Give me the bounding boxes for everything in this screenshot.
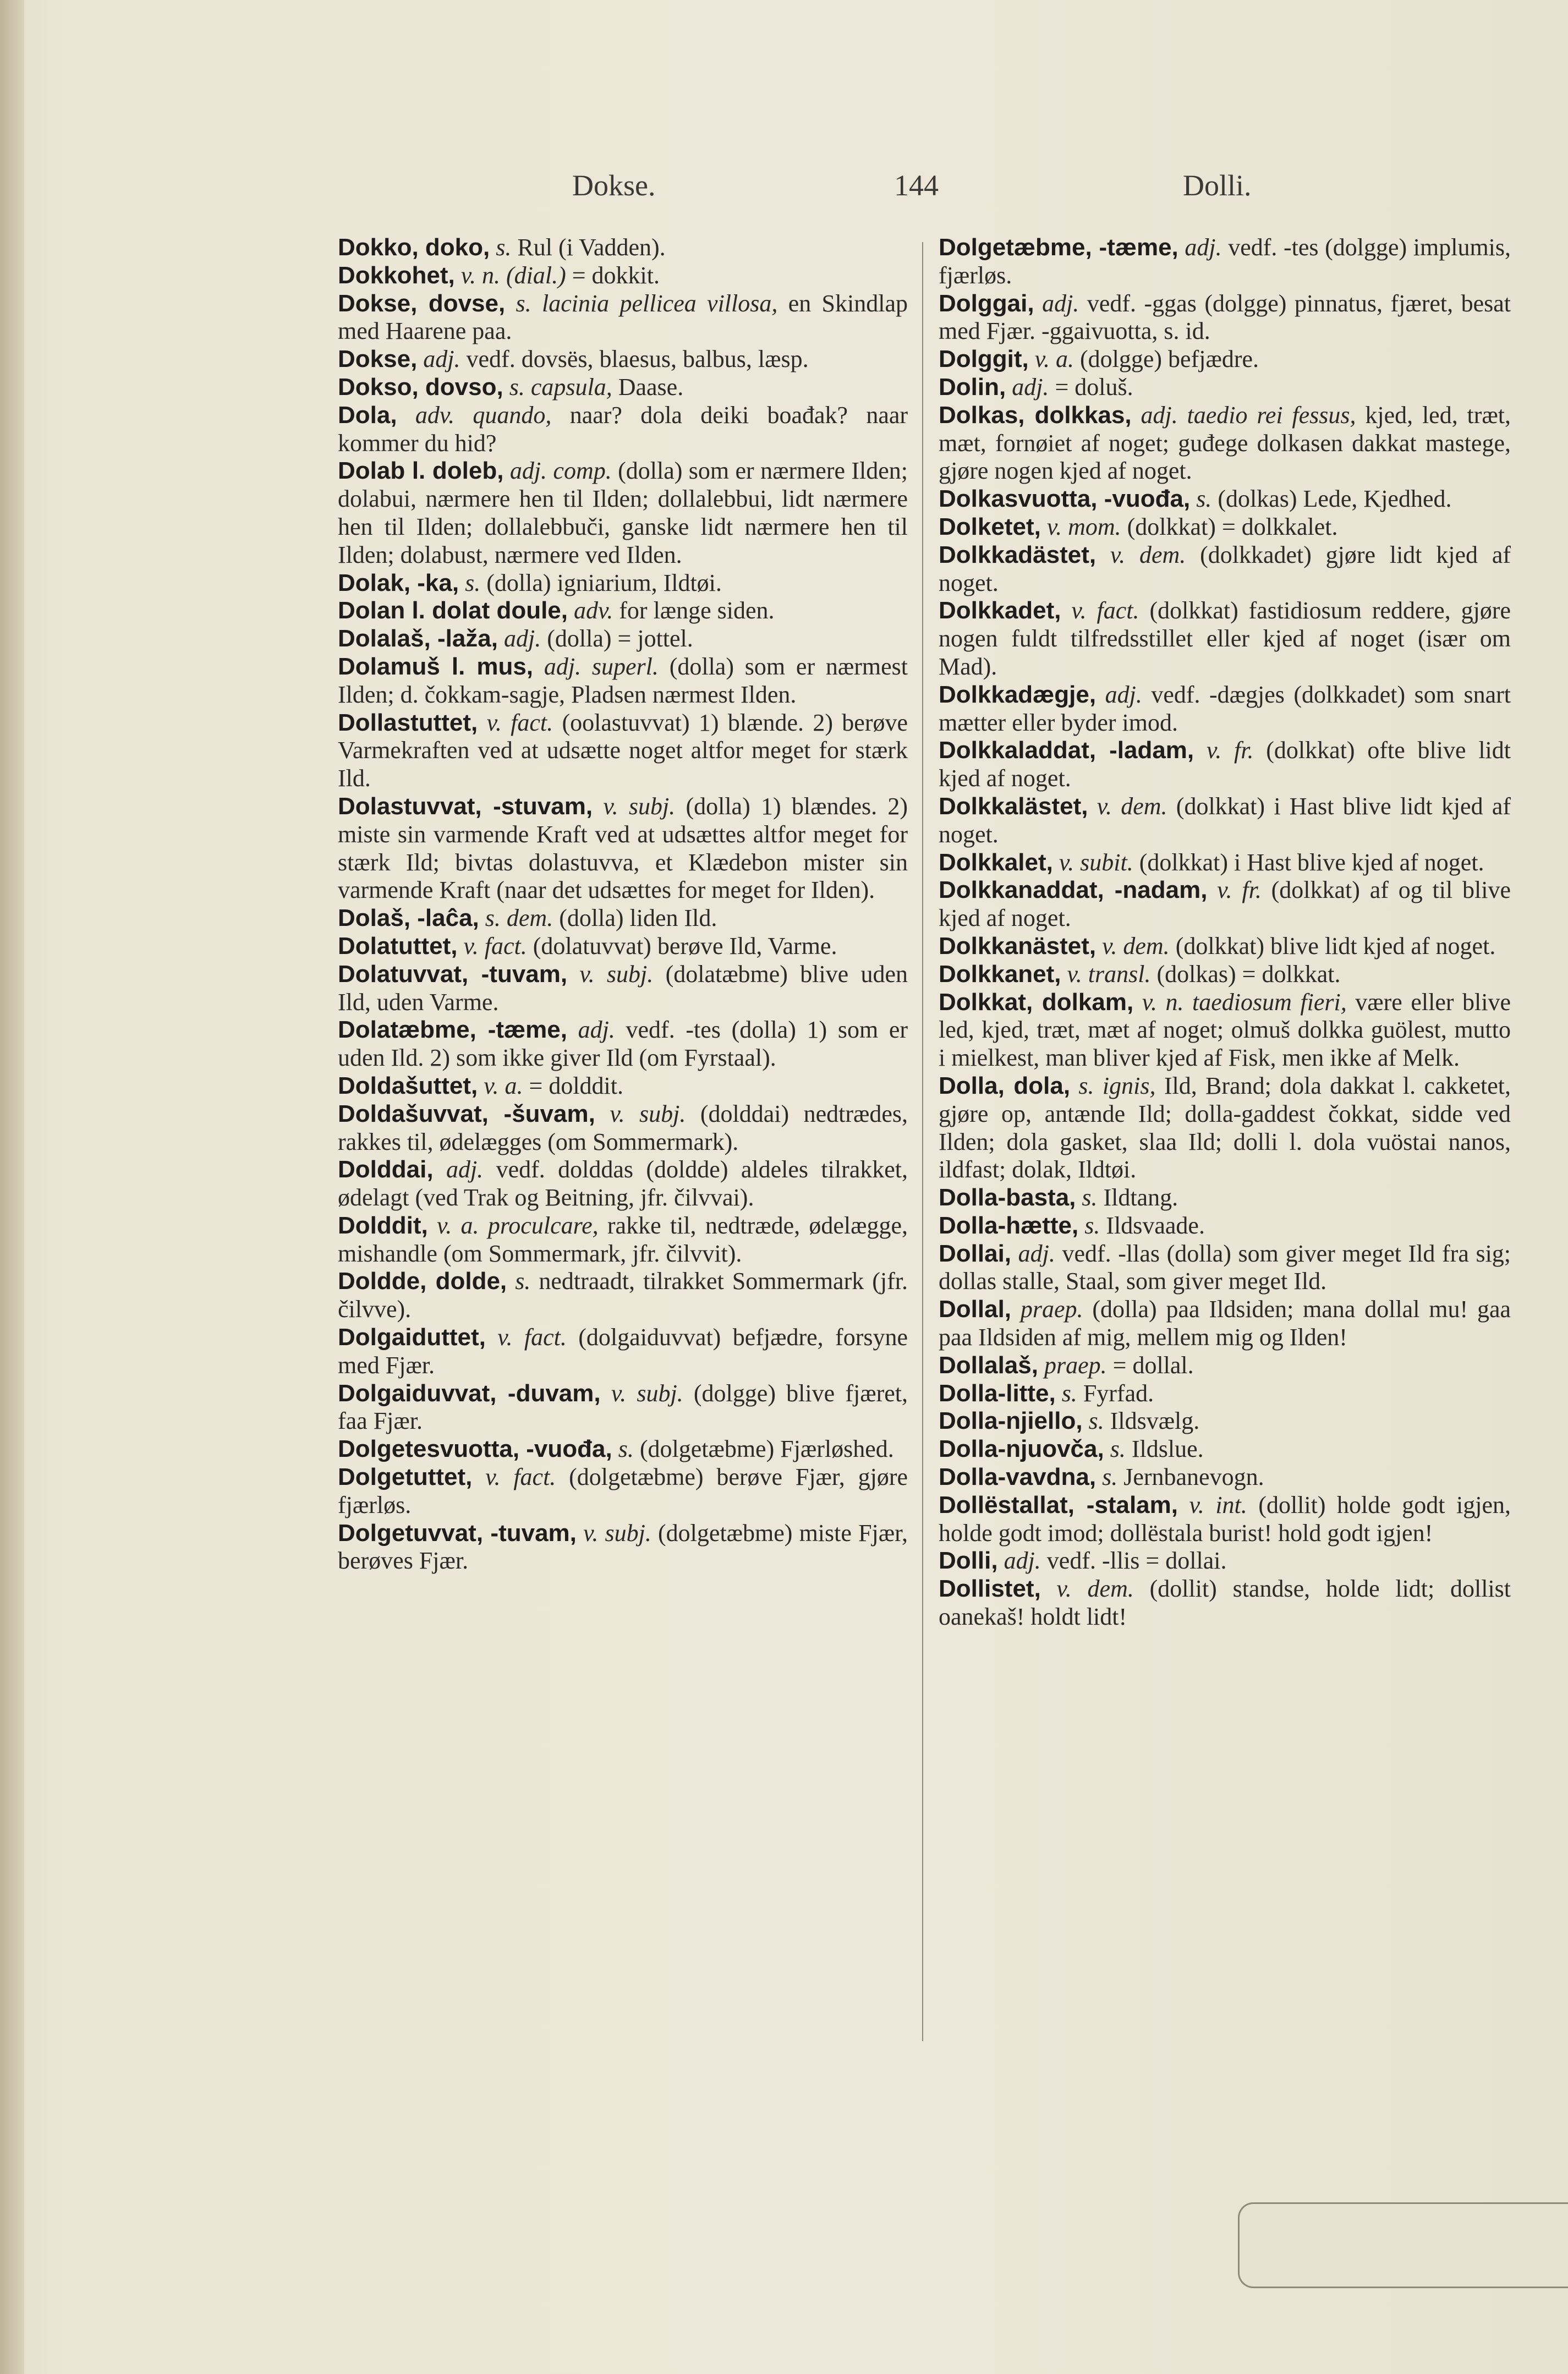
entry-grammar: adj. <box>578 1016 615 1044</box>
entry-definition: vedf. -tes (dolgge) implumis, fjærløs. <box>939 234 1511 289</box>
entry-definition: (dollit) standse, holde lidt; dollist oanekaš! holdt lidt! <box>939 1575 1511 1631</box>
entry-grammar: v. n. (dial.) <box>460 261 566 289</box>
entry-grammar: adj. comp. <box>509 457 612 485</box>
dictionary-entry <box>338 1435 908 1463</box>
entry-headword: Dolkasvuotta, -vuođa, <box>939 485 1191 513</box>
entry-headword: Dola, <box>338 401 397 429</box>
binding-edge <box>0 0 24 2374</box>
entry-definition: (dolkkat) ofte blive lidt kjed af noget. <box>939 737 1511 792</box>
entry-headword: Dollalaš, <box>939 1351 1038 1379</box>
dictionary-entry <box>338 1520 908 1576</box>
entry-grammar: v. a. <box>1034 346 1074 373</box>
entry-grammar: v. subit. <box>1059 848 1133 876</box>
entry-headword: Dolatuvvat, -tuvam, <box>338 960 568 988</box>
entry-headword: Dolkkadästet, <box>939 541 1096 568</box>
entry-grammar: v. fact. <box>485 1463 556 1491</box>
entry-definition: naar? dola deiki boađak? naar kommer du hid? <box>338 401 908 457</box>
entry-definition: (dolgetæbme) Fjærløshed. <box>639 1435 894 1463</box>
entry-headword: Dolatuttet, <box>338 932 458 960</box>
entry-headword: Dolkkadet, <box>939 597 1061 624</box>
entry-grammar: v. fact. <box>486 709 553 736</box>
entry-headword: Dollai, <box>939 1240 1012 1267</box>
entry-headword: Dolamuš l. mus, <box>338 653 534 680</box>
entry-grammar: v. dem. <box>1056 1575 1134 1603</box>
dictionary-entry <box>338 1268 908 1324</box>
entry-definition: rakke til, nedtræde, ødelægge, mishandle (om Sommermark, jfr. čilvvit). <box>338 1211 908 1267</box>
entry-definition: vedf. -llas (dolla) som giver meget Ild fra sig; dollas stalle, Staal, som giver meget Ild. <box>939 1240 1511 1295</box>
entry-grammar: v. transl. <box>1067 960 1151 988</box>
entry-grammar: s. <box>1082 1184 1098 1211</box>
dictionary-entry <box>939 1240 1511 1296</box>
entry-headword: Dolgaiduvvat, -duvam, <box>338 1379 601 1407</box>
entry-grammar: v. subj. <box>610 1100 686 1127</box>
entry-definition: (dolgetæbme) berøve Fjær, gjøre fjærløs. <box>338 1463 908 1518</box>
dictionary-entry <box>939 737 1511 793</box>
entry-grammar: adj. <box>1018 1240 1055 1267</box>
entry-grammar: praep. <box>1020 1296 1083 1323</box>
entry-definition: være eller blive led, kjed, træt, mæt af noget; olmuš dolkka guölest, mutto i mielkest, man bliver kjed af Fisk, men ikke af Melk. <box>939 988 1511 1072</box>
entry-definition: vedf. dolddas (doldde) aldeles tilrakket, ødelagt (ved Trak og Beitning, jfr. čilvvai). <box>338 1156 908 1211</box>
dictionary-entry <box>939 1435 1511 1463</box>
entry-definition: vedf. -ggas (dolgge) pinnatus, fjæret, besat med Fjær. -ggaivuotta, s. id. <box>939 289 1511 345</box>
entry-grammar: adj. <box>1004 1547 1041 1575</box>
entry-grammar: adj. <box>1042 289 1079 317</box>
entry-grammar: v. dem. <box>1102 932 1170 960</box>
dictionary-entry <box>939 1463 1511 1492</box>
entry-headword: Dolkkat, dolkam, <box>939 988 1134 1016</box>
entry-headword: Dolkkadægje, <box>939 681 1096 708</box>
dictionary-entry <box>939 513 1511 541</box>
dictionary-entry <box>939 402 1511 485</box>
dictionary-entry <box>939 541 1511 597</box>
dictionary-entry <box>939 793 1511 849</box>
entry-grammar: s. ignis, <box>1078 1072 1156 1099</box>
entry-headword: Dolalaš, -laža, <box>338 625 498 653</box>
entry-grammar: v. mom. <box>1046 513 1121 540</box>
entry-definition: vedf. dovsës, blaesus, balbus, læsp. <box>466 346 809 373</box>
dictionary-entry <box>939 1212 1511 1240</box>
entry-grammar: s. <box>515 1268 531 1295</box>
entry-grammar: v. fr. <box>1217 876 1262 904</box>
entry-definition: kjed, led, træt, mæt, fornøiet af noget; guđege dolkasen dakkat mastege, gjøre nogen kjed af noget. <box>939 401 1511 485</box>
entry-definition: = dolddit. <box>529 1072 623 1099</box>
right-column <box>939 234 1511 1631</box>
entry-definition: (dolkkat) blive lidt kjed af noget. <box>1175 932 1496 960</box>
entry-grammar: s. <box>1102 1463 1118 1491</box>
dictionary-entry <box>338 1324 908 1380</box>
entry-definition: vedf. -llis = dollai. <box>1046 1547 1227 1575</box>
entry-headword: Dollal, <box>939 1296 1012 1323</box>
entry-definition: (dolgge) blive fjæret, faa Fjær. <box>338 1379 908 1435</box>
entry-grammar: adj. taedio rei fessus, <box>1141 401 1356 429</box>
entry-headword: Dolaš, -laĉa, <box>338 904 479 932</box>
entry-definition: (dolkkadet) gjøre lidt kjed af noget. <box>939 541 1511 596</box>
library-label-sticker <box>1238 2202 1568 2288</box>
entry-definition: Jernbanevogn. <box>1123 1463 1264 1491</box>
dictionary-entry <box>939 346 1511 374</box>
entry-grammar: adj. <box>504 625 541 653</box>
dictionary-entry <box>939 961 1511 989</box>
entry-definition: en Skindlap med Haarene paa. <box>338 289 908 345</box>
entry-definition: vedf. -dægjes (dolkkadet) som snart mætter eller byder imod. <box>939 681 1511 736</box>
entry-headword: Dolla-litte, <box>939 1379 1056 1407</box>
dictionary-entry <box>338 1100 908 1156</box>
entry-definition: (dolgge) befjædre. <box>1080 346 1259 373</box>
dictionary-entry <box>939 1380 1511 1408</box>
entry-headword: Dokse, dovse, <box>338 289 506 317</box>
entry-definition: Daase. <box>618 373 684 401</box>
entry-headword: Dolgaiduttet, <box>338 1324 486 1351</box>
entry-definition: (dolla) som er nærmest Ilden; d. čokkam-sagje, Pladsen nærmest Ilden. <box>338 653 908 708</box>
entry-grammar: v. subj. <box>583 1519 651 1547</box>
entry-headword: Doldašuvvat, -šuvam, <box>338 1100 595 1127</box>
entry-definition: (dolla) paa Ildsiden; mana dollal mu! gaa paa Ildsiden af mig, mellem mig og Ilden! <box>939 1296 1511 1351</box>
dictionary-entry <box>939 989 1511 1072</box>
entry-headword: Dolla-njuovča, <box>939 1435 1104 1463</box>
dictionary-entry <box>338 597 908 625</box>
entry-headword: Doldašuttet, <box>338 1072 478 1099</box>
entry-definition: (dolla) liden Ild. <box>559 904 717 932</box>
entry-definition: Fyrfad. <box>1083 1379 1154 1407</box>
entry-headword: Dolddit, <box>338 1211 428 1239</box>
entry-definition: (dolla) 1) blændes. 2) miste sin varmende Kraft ved at udsættes altfor meget for stærk Ild; bivtas dolastuvva, et Klædebon mister sin varmende Kraft (naar det udsættes for meget for Ilden). <box>338 792 908 904</box>
entry-definition: (dolla) = jottel. <box>547 625 693 653</box>
entry-definition: Ildsvælg. <box>1110 1407 1200 1435</box>
entry-grammar: s. <box>1084 1211 1100 1239</box>
entry-headword: Dolkkanästet, <box>939 932 1096 960</box>
entry-definition: (dolgaiduvvat) befjædre, forsyne med Fjær. <box>338 1324 908 1379</box>
entry-grammar: praep. <box>1044 1351 1107 1379</box>
dictionary-entry <box>939 1352 1511 1380</box>
entry-headword: Dolkkaladdat, -ladam, <box>939 737 1194 764</box>
entry-headword: Dollëstallat, -stalam, <box>939 1491 1178 1518</box>
entry-headword: Dolgetuvvat, -tuvam, <box>338 1519 577 1547</box>
entry-definition: (dolatæbme) blive uden Ild, uden Varme. <box>338 960 908 1016</box>
dictionary-entry <box>939 290 1511 346</box>
dictionary-entry <box>338 1380 908 1436</box>
dictionary-entry <box>939 1072 1511 1184</box>
dictionary-entry <box>939 1575 1511 1631</box>
dictionary-entry <box>939 597 1511 681</box>
dictionary-entry <box>338 1463 908 1520</box>
entry-definition: = dokkit. <box>572 261 660 289</box>
entry-headword: Dolla-vavdna, <box>939 1463 1096 1491</box>
dictionary-entry <box>939 849 1511 877</box>
dictionary-entry <box>338 290 908 346</box>
dictionary-entry <box>338 625 908 653</box>
entry-headword: Dolla-njiello, <box>939 1407 1083 1435</box>
entry-definition: (dolkkat) af og til blive kjed af noget. <box>939 876 1511 932</box>
entry-headword: Dolla-basta, <box>939 1184 1076 1211</box>
entry-headword: Dokse, <box>338 346 418 373</box>
entry-headword: Dolggit, <box>939 346 1029 373</box>
entry-grammar: s. <box>1110 1435 1126 1463</box>
entry-grammar: v. fact. <box>1071 597 1139 624</box>
entry-headword: Dolla, dola, <box>939 1072 1071 1099</box>
entry-grammar: s. capsula, <box>509 373 612 401</box>
entry-definition: (dollit) holde godt igjen, holde godt imod; dollëstala burist! hold godt igjen! <box>939 1491 1511 1547</box>
dictionary-entry <box>338 961 908 1017</box>
entry-grammar: v. fact. <box>497 1324 567 1351</box>
dictionary-entry <box>338 402 908 458</box>
entry-headword: Dolketet, <box>939 513 1041 540</box>
entry-definition: (dolkkat) i Hast blive kjed af noget. <box>1139 848 1484 876</box>
entry-grammar: v. subj. <box>611 1379 683 1407</box>
entry-headword: Dolgetæbme, -tæme, <box>939 234 1178 261</box>
entry-headword: Dokso, dovso, <box>338 373 503 401</box>
entry-headword: Dolan l. dolat doule, <box>338 597 568 624</box>
left-guide-word: Dokse. <box>572 169 656 202</box>
entry-definition: = doluš. <box>1055 373 1133 401</box>
dictionary-entry <box>338 793 908 904</box>
dictionary-entry <box>939 933 1511 961</box>
dictionary-entry <box>939 681 1511 737</box>
entry-headword: Dolgetesvuotta, -vuođa, <box>338 1435 612 1463</box>
entry-grammar: s. <box>618 1435 634 1463</box>
entry-headword: Dolggai, <box>939 289 1034 317</box>
entry-definition: (dolkkat) i Hast blive lidt kjed af noget. <box>939 792 1511 848</box>
dictionary-entry <box>338 1156 908 1212</box>
dictionary-entry <box>338 457 908 569</box>
dictionary-entry <box>939 485 1511 513</box>
entry-headword: Dokko, doko, <box>338 234 490 261</box>
dictionary-entry <box>338 933 908 961</box>
page-header <box>0 168 1568 212</box>
dictionary-entry <box>939 1296 1511 1352</box>
entry-headword: Dolkkalästet, <box>939 792 1088 820</box>
entry-grammar: s. <box>1061 1379 1077 1407</box>
right-guide-word: Dolli. <box>1183 169 1252 202</box>
entry-grammar: v. a. proculcare, <box>437 1211 599 1239</box>
entry-grammar: adv. <box>574 597 613 624</box>
entry-definition: vedf. -tes (dolla) 1) som er uden Ild. 2) som ikke giver Ild (om Fyrstaal). <box>338 1016 908 1072</box>
dictionary-entry <box>338 1072 908 1100</box>
entry-headword: Dolkas, dolkkas, <box>939 401 1132 429</box>
dictionary-entry <box>338 653 908 709</box>
dictionary-entry <box>939 1407 1511 1435</box>
entry-definition: (dolatuvvat) berøve Ild, Varme. <box>533 932 837 960</box>
dictionary-entry <box>939 234 1511 290</box>
entry-definition: = dollal. <box>1112 1351 1194 1379</box>
dictionary-entry <box>939 374 1511 402</box>
entry-definition: Ild, Brand; dola dakkat l. cakketet, gjøre op, antænde Ild; dolla-gaddest čokkat, sidde ved Ilden; dola gasket, slaa Ild; dolli l. dola vuöstai nanos, ildfast; dolak, Ildtøi. <box>939 1072 1511 1183</box>
dictionary-entry <box>939 1547 1511 1575</box>
entry-grammar: s. <box>496 234 512 261</box>
entry-grammar: s. <box>1196 485 1212 513</box>
entry-headword: Dolgetuttet, <box>338 1463 473 1491</box>
entry-grammar: adj. <box>1012 373 1049 401</box>
entry-headword: Dolli, <box>939 1547 998 1575</box>
entry-headword: Dollastuttet, <box>338 709 478 736</box>
entry-grammar: s. dem. <box>485 904 553 932</box>
dictionary-entry <box>338 346 908 374</box>
page-number: 144 <box>894 169 939 202</box>
entry-headword: Dolla-hætte, <box>939 1211 1079 1239</box>
entry-grammar: v. subj. <box>579 960 654 988</box>
entry-grammar: s. lacinia pellicea villosa, <box>516 289 778 317</box>
entry-grammar: v. n. taediosum fieri, <box>1142 988 1347 1016</box>
entry-definition: (oolastuvvat) 1) blænde. 2) berøve Varmekraften ved at udsætte noget altfor meget for stærk Ild. <box>338 709 908 792</box>
dictionary-entry <box>338 1212 908 1268</box>
entry-definition: (dolkas) = dolkkat. <box>1156 960 1341 988</box>
entry-definition: (dolddai) nedtrædes, rakkes til, ødelægges (om Sommermark). <box>338 1100 908 1155</box>
entry-grammar: adj. <box>1185 234 1222 261</box>
dictionary-entry <box>939 876 1511 933</box>
entry-definition: (dolla) som er nærmere Ilden; dolabui, nærmere hen til Ilden; dollalebbui, lidt nærmere hen til Ilden; dollalebbuči, ganske lidt nærmere hen til Ilden; dolabust, nærmere ved Ilden. <box>338 457 908 568</box>
entry-grammar: v. int. <box>1189 1491 1247 1518</box>
entry-grammar: v. subj. <box>603 792 676 820</box>
entry-grammar: v. dem. <box>1096 792 1167 820</box>
dictionary-entry <box>338 262 908 290</box>
dictionary-entry <box>338 569 908 597</box>
entry-grammar: v. fr. <box>1206 737 1254 764</box>
entry-grammar: adv. quando, <box>415 401 552 429</box>
entry-headword: Dolddai, <box>338 1156 434 1183</box>
entry-grammar: v. a. <box>484 1072 523 1099</box>
entry-definition: Ildsvaade. <box>1106 1211 1205 1239</box>
dictionary-entry <box>939 1492 1511 1548</box>
dictionary-entry <box>939 1184 1511 1212</box>
entry-headword: Dolkkanaddat, -nadam, <box>939 876 1208 904</box>
entry-definition: Rul (i Vadden). <box>517 234 666 261</box>
entry-definition: Ildtang. <box>1103 1184 1178 1211</box>
entry-grammar: adj. superl. <box>544 653 659 680</box>
entry-grammar: s. <box>465 569 481 596</box>
entry-grammar: v. dem. <box>1110 541 1186 568</box>
entry-headword: Dokkohet, <box>338 261 455 289</box>
entry-definition: (dolkas) Lede, Kjedhed. <box>1218 485 1452 513</box>
entry-headword: Dollistet, <box>939 1575 1041 1603</box>
entry-grammar: s. <box>1088 1407 1104 1435</box>
entry-definition: (dolkkat) = dolkkalet. <box>1127 513 1338 540</box>
entry-headword: Dolab l. doleb, <box>338 457 504 485</box>
dictionary-entry <box>338 374 908 402</box>
entry-definition: nedtraadt, tilrakket Sommermark (jfr. čilvve). <box>338 1268 908 1323</box>
entry-grammar: v. fact. <box>463 932 527 960</box>
dictionary-entry <box>338 709 908 793</box>
entry-headword: Dolak, -ka, <box>338 569 459 596</box>
entry-headword: Dolatæbme, -tæme, <box>338 1016 567 1044</box>
dictionary-entry <box>338 234 908 262</box>
entry-headword: Dolin, <box>939 373 1006 401</box>
entry-grammar: adj. <box>423 346 460 373</box>
entry-definition: (dolla) igniarium, Ildtøi. <box>486 569 722 596</box>
column-divider <box>922 242 923 2041</box>
entry-headword: Dolkkalet, <box>939 848 1053 876</box>
entry-headword: Dolkkanet, <box>939 960 1061 988</box>
entry-grammar: adj. <box>446 1156 484 1183</box>
entry-definition: for længe siden. <box>619 597 775 624</box>
entry-headword: Doldde, dolde, <box>338 1268 507 1295</box>
entry-definition: Ildslue. <box>1131 1435 1204 1463</box>
entry-definition: (dolkkat) fastidiosum reddere, gjøre nogen fuldt tilfredsstillet eller kjed af noget (især om Mad). <box>939 597 1511 680</box>
entry-grammar: adj. <box>1105 681 1142 708</box>
dictionary-entry <box>338 904 908 933</box>
left-column <box>338 234 908 1575</box>
dictionary-entry <box>338 1016 908 1072</box>
entry-headword: Dolastuvvat, -stuvam, <box>338 792 593 820</box>
entry-definition: (dolgetæbme) miste Fjær, berøves Fjær. <box>338 1519 908 1575</box>
